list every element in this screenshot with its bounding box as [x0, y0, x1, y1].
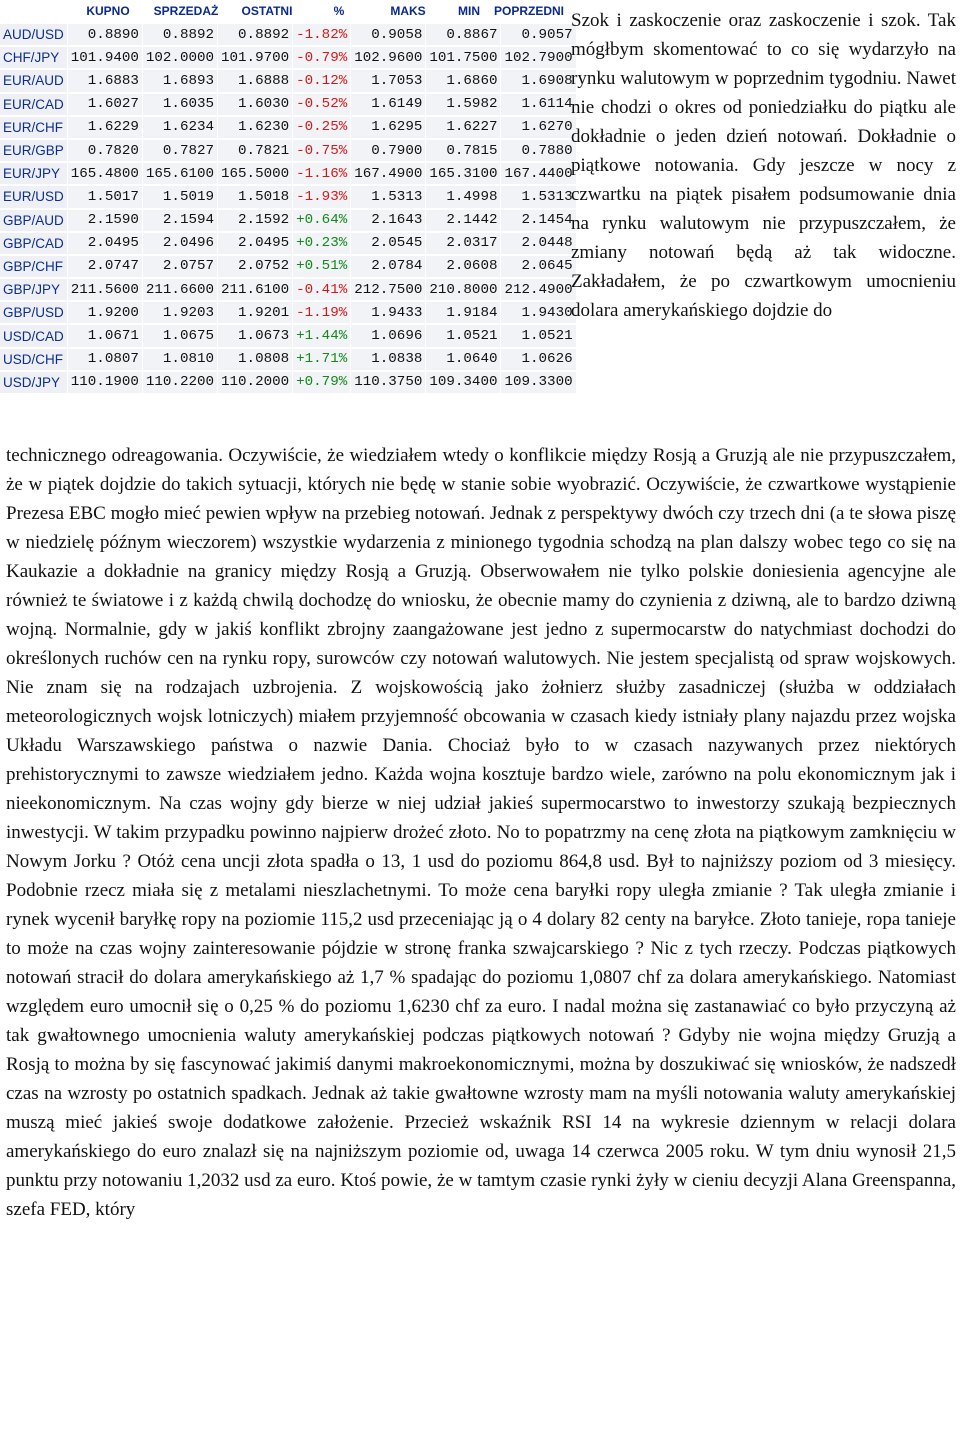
cell-min: 1.0521 — [426, 325, 501, 346]
cell-sell: 2.1594 — [143, 210, 218, 231]
cell-min: 2.0317 — [426, 233, 501, 254]
cell-sell: 1.0810 — [143, 349, 218, 370]
cell-buy: 101.9400 — [68, 47, 143, 68]
quotes-grid — [0, 22, 577, 395]
cell-max: 0.7900 — [351, 140, 426, 161]
cell-last: 165.5000 — [218, 163, 293, 184]
table-row — [0, 24, 577, 45]
cell-pair: GBP/AUD — [0, 210, 68, 231]
cell-sell: 102.0000 — [143, 47, 218, 68]
cell-max: 110.3750 — [351, 372, 426, 393]
cell-prev: 109.3300 — [501, 372, 576, 393]
cell-pct: -1.93% — [293, 186, 351, 207]
cell-last: 1.5018 — [218, 186, 293, 207]
table-row — [0, 94, 577, 115]
cell-last: 2.1592 — [218, 210, 293, 231]
cell-min: 109.3400 — [426, 372, 501, 393]
cell-max: 212.7500 — [351, 279, 426, 300]
cell-pct: -0.25% — [293, 117, 351, 138]
cell-prev: 2.0448 — [501, 233, 576, 254]
cell-min: 1.6860 — [426, 70, 501, 91]
table-row — [0, 163, 577, 184]
cell-prev: 1.6908 — [501, 70, 576, 91]
cell-buy: 1.9200 — [68, 302, 143, 323]
cell-last: 1.6230 — [218, 117, 293, 138]
cell-pct: -0.12% — [293, 70, 351, 91]
header-min: MIN — [458, 4, 480, 18]
cell-prev: 1.5313 — [501, 186, 576, 207]
cell-sell: 211.6600 — [143, 279, 218, 300]
table-row — [0, 140, 577, 161]
cell-prev: 1.6270 — [501, 117, 576, 138]
cell-prev: 1.0521 — [501, 325, 576, 346]
cell-pair: USD/JPY — [0, 372, 68, 393]
cell-last: 101.9700 — [218, 47, 293, 68]
cell-min: 2.0608 — [426, 256, 501, 277]
table-row — [0, 233, 577, 254]
cell-max: 1.9433 — [351, 302, 426, 323]
cell-buy: 2.1590 — [68, 210, 143, 231]
header-sell: SPRZEDAŻ — [153, 4, 219, 18]
cell-pair: EUR/CAD — [0, 94, 68, 115]
cell-sell: 1.6035 — [143, 94, 218, 115]
cell-pct: +0.79% — [293, 372, 351, 393]
cell-max: 2.0784 — [351, 256, 426, 277]
cell-last: 2.0752 — [218, 256, 293, 277]
article-intro-paragraph: Szok i zaskoczenie oraz zaskoczenie i szok. Tak mógłbym skomentować to co się wydarzyło na rynku walutowym w poprzednim tygodniu. Nawet nie chodzi o okres od poniedziałku do piątku ale dokładnie o jeden dzień notowań. Dokładnie o piątkowe notowania. Gdy jeszcze w nocy z czwartku na piątek pisałem podsumowanie dnia na rynku walutowym nie przypuszczałem, że zmiany notowań będą aż tak widoczne. Zakładałem, że po czwartkowym umocnieniu dolara amerykańskiego dojdzie do — [571, 10, 956, 321]
cell-pair: GBP/CAD — [0, 233, 68, 254]
cell-buy: 211.5600 — [68, 279, 143, 300]
cell-buy: 1.0807 — [68, 349, 143, 370]
cell-max: 1.7053 — [351, 70, 426, 91]
cell-max: 102.9600 — [351, 47, 426, 68]
quotes-header — [0, 0, 565, 22]
cell-prev: 0.9057 — [501, 24, 576, 45]
cell-sell: 110.2200 — [143, 372, 218, 393]
cell-pair: GBP/CHF — [0, 256, 68, 277]
cell-sell: 2.0496 — [143, 233, 218, 254]
cell-buy: 110.1900 — [68, 372, 143, 393]
cell-last: 0.7821 — [218, 140, 293, 161]
table-row — [0, 47, 577, 68]
cell-min: 101.7500 — [426, 47, 501, 68]
cell-prev: 0.7880 — [501, 140, 576, 161]
cell-min: 1.9184 — [426, 302, 501, 323]
cell-prev: 212.4900 — [501, 279, 576, 300]
article-main-paragraph: technicznego odreagowania. Oczywiście, że wiedziałem wtedy o konflikcie między Rosją a Gruzją ale nie przypuszczałem, że w piątek dojdzie do takich sytuacji, których nie będę w stanie sobie wyobrazić. Oczywiście, że czwartkowe wystąpienie Prezesa EBC mogło mieć pewien wpływ na przebieg notowań. Jednak z perspektywy dwóch czy trzech dni (a te słowa piszę w niedzielę późnym wieczorem) wszystkie wydarzenia z minionego tygodnia schodzą na plan dalszy wobec tego co się na Kaukazie a dokładnie na granicy między Rosją a Gruzją. Obserwowałem nie tylko polskie doniesienia agencyjne ale również te światowe i z każdą chwilą dochodzę do wniosku, że obecnie mamy do czynienia z dziwną, ale to bardzo dziwną wojną. Normalnie, gdy w jakiś konflikt zbrojny zaangażowane jest jedno z supermocarstw do natychmiast dochodzi do określonych ruchów cen na rynku ropy, surowców czy notowań walutowych. Nie jestem specjalistą od spraw wojskowych. Nie znam się na rodzajach uzbrojenia. Z wojskowością jako żołnierz służby zasadniczej (służba w oddziałach meteorologicznych wojsk lotniczych) miałem przyjemność obcowania w czasach kiedy istniały plany najazdu przez wojska Układu Warszawskiego państwa o nazwie Dania. Chociaż było to w czasach nazywanych przez niektórych prehistorycznymi to zawsze wiedziałem jedno. Każda wojna kosztuje bardzo wiele, zarówno na polu ekonomicznym jak i nieekonomicznym. Na czas wojny gdy bierze w niej udział jakieś supermocarstwo to inwestorzy szukają bezpiecznych inwestycji. W takim przypadku powinno najpierw drożeć złoto. No to popatrzmy na cenę złota na piątkowym zamknięciu w Nowym Jorku ? Otóż cena uncji złota spadła o 13, 1 usd do poziomu 864,8 usd. Był to najniższy poziom od 3 miesięcy. Podobnie rzecz miała się z metalami nieszlachetnymi. To może cena baryłki ropy uległa zmianie ? Tak uległa zmianie i rynek wycenił baryłkę ropy na poziomie 115,2 usd przeceniając ją o 4 dolary 82 centy na baryłce. Złoto tanieje, ropa tanieje to może na czas wojny zainteresowanie pójdzie w stronę franka szwajcarskiego ? Nic z tych rzeczy. Podczas piątkowych notowań stracił do dolara amerykańskiego aż 1,7 % spadając do poziomu 1,0807 chf za dolara amerykańskiego. Natomiast względem euro umocnił się o 0,25 % do poziomu 1,6230 chf za euro. I nadal można się zastanawiać co było przyczyną aż tak gwałtownego umocnienia waluty amerykańskiej podczas piątkowych notowań ? Gdyby nie wojna między Gruzją a Rosją to można by się fascynować jakimiś danymi makroekonomicznymi, można by doszukiwać się wniosków, że nadszedł czas na wzrosty po ostatnich spadkach. Jednak aż takie gwałtowne wzrosty mam na myśli notowania waluty amerykańskiej muszą mieć jakieś swoje dodatkowe założenie. Przecież wskaźnik RSI 14 na wykresie dziennym w relacji dolara amerykańskiego do euro znalazł się na najniższym poziomie od, uwaga 14 czerwca 2005 roku. W tym dniu wynosił 21,5 punktu przy notowaniu 1,2032 usd za euro. Ktoś powie, że w tamtym czasie rynki żyły w cieniu decyzji Alana Greenspanna, szefa FED, który — [6, 445, 956, 1220]
cell-sell: 1.0675 — [143, 325, 218, 346]
cell-pct: +0.23% — [293, 233, 351, 254]
cell-sell: 0.8892 — [143, 24, 218, 45]
cell-buy: 1.0671 — [68, 325, 143, 346]
table-row — [0, 256, 577, 277]
cell-sell: 1.9203 — [143, 302, 218, 323]
cell-buy: 1.6883 — [68, 70, 143, 91]
article-main-column — [6, 441, 956, 1224]
cell-buy: 1.6027 — [68, 94, 143, 115]
cell-sell: 0.7827 — [143, 140, 218, 161]
table-row — [0, 117, 577, 138]
cell-pct: -1.19% — [293, 302, 351, 323]
cell-last: 1.6030 — [218, 94, 293, 115]
cell-pair: EUR/USD — [0, 186, 68, 207]
cell-buy: 2.0747 — [68, 256, 143, 277]
cell-last: 110.2000 — [218, 372, 293, 393]
table-row — [0, 186, 577, 207]
cell-min: 0.8867 — [426, 24, 501, 45]
header-buy: KUPNO — [86, 4, 130, 18]
cell-max: 1.6149 — [351, 94, 426, 115]
cell-pct: +0.51% — [293, 256, 351, 277]
cell-min: 1.5982 — [426, 94, 501, 115]
cell-pct: -0.75% — [293, 140, 351, 161]
cell-last: 1.0673 — [218, 325, 293, 346]
cell-min: 0.7815 — [426, 140, 501, 161]
cell-max: 1.5313 — [351, 186, 426, 207]
cell-prev: 2.1454 — [501, 210, 576, 231]
cell-sell: 165.6100 — [143, 163, 218, 184]
cell-min: 1.0640 — [426, 349, 501, 370]
cell-min: 210.8000 — [426, 279, 501, 300]
cell-pct: +0.64% — [293, 210, 351, 231]
cell-prev: 1.9430 — [501, 302, 576, 323]
header-max: MAKS — [390, 4, 426, 18]
cell-pair: CHF/JPY — [0, 47, 68, 68]
cell-last: 1.0808 — [218, 349, 293, 370]
article-right-column — [571, 6, 956, 325]
cell-pair: EUR/AUD — [0, 70, 68, 91]
cell-min: 165.3100 — [426, 163, 501, 184]
cell-max: 2.1643 — [351, 210, 426, 231]
cell-sell: 1.6893 — [143, 70, 218, 91]
cell-min: 1.4998 — [426, 186, 501, 207]
cell-prev: 167.4400 — [501, 163, 576, 184]
cell-max: 1.0696 — [351, 325, 426, 346]
cell-prev: 2.0645 — [501, 256, 576, 277]
cell-sell: 1.5019 — [143, 186, 218, 207]
currency-quotes-table — [0, 0, 573, 416]
cell-buy: 0.8890 — [68, 24, 143, 45]
cell-pair: EUR/JPY — [0, 163, 68, 184]
cell-max: 0.9058 — [351, 24, 426, 45]
cell-pair: GBP/JPY — [0, 279, 68, 300]
cell-buy: 2.0495 — [68, 233, 143, 254]
cell-pct: -0.52% — [293, 94, 351, 115]
cell-buy: 0.7820 — [68, 140, 143, 161]
cell-max: 2.0545 — [351, 233, 426, 254]
cell-max: 1.0838 — [351, 349, 426, 370]
cell-prev: 1.0626 — [501, 349, 576, 370]
cell-sell: 1.6234 — [143, 117, 218, 138]
cell-sell: 2.0757 — [143, 256, 218, 277]
cell-pair: EUR/CHF — [0, 117, 68, 138]
cell-pct: +1.44% — [293, 325, 351, 346]
cell-pct: -1.16% — [293, 163, 351, 184]
header-pct: % — [333, 4, 345, 18]
cell-last: 2.0495 — [218, 233, 293, 254]
cell-pair: USD/CAD — [0, 325, 68, 346]
table-row — [0, 372, 577, 393]
cell-prev: 102.7900 — [501, 47, 576, 68]
table-row — [0, 210, 577, 231]
table-row — [0, 349, 577, 370]
cell-last: 1.6888 — [218, 70, 293, 91]
cell-pair: USD/CHF — [0, 349, 68, 370]
cell-pair: AUD/USD — [0, 24, 68, 45]
cell-pair: GBP/USD — [0, 302, 68, 323]
cell-buy: 165.4800 — [68, 163, 143, 184]
cell-pct: -1.82% — [293, 24, 351, 45]
cell-pct: +1.71% — [293, 349, 351, 370]
table-row — [0, 70, 577, 91]
table-row — [0, 302, 577, 323]
header-last: OSTATNI — [241, 4, 293, 18]
table-row — [0, 279, 577, 300]
cell-pct: -0.79% — [293, 47, 351, 68]
header-prev: POPRZEDNI — [494, 4, 565, 18]
table-row — [0, 325, 577, 346]
cell-min: 2.1442 — [426, 210, 501, 231]
cell-max: 167.4900 — [351, 163, 426, 184]
cell-last: 211.6100 — [218, 279, 293, 300]
cell-buy: 1.5017 — [68, 186, 143, 207]
cell-min: 1.6227 — [426, 117, 501, 138]
cell-last: 0.8892 — [218, 24, 293, 45]
cell-pair: EUR/GBP — [0, 140, 68, 161]
cell-max: 1.6295 — [351, 117, 426, 138]
cell-last: 1.9201 — [218, 302, 293, 323]
cell-buy: 1.6229 — [68, 117, 143, 138]
cell-prev: 1.6114 — [501, 94, 576, 115]
cell-pct: -0.41% — [293, 279, 351, 300]
